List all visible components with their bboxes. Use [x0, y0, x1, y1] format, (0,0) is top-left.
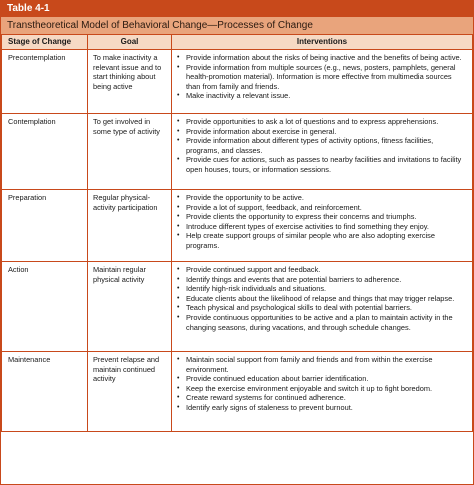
bullet-icon: • — [177, 92, 180, 100]
header-row — [2, 35, 473, 50]
bullet-icon: • — [177, 285, 180, 293]
intervention-text: Provide a lot of support, feedback, and reinforcement. — [186, 202, 362, 212]
goal-cell: Prevent relapse and maintain continued activity — [88, 352, 172, 432]
stage-cell: Contemplation — [2, 114, 88, 190]
bullet-icon: • — [177, 304, 180, 312]
table-title: Transtheoretical Model of Behavioral Change—Processes of Change — [1, 17, 473, 35]
intervention-text: Maintain social support from family and friends and from within the exercise environment. — [186, 355, 433, 374]
intervention-text: Provide continuous opportunities to be active and a plan to maintain activity in the changing seasons, during vacations, and through schedule changes. — [186, 312, 453, 332]
header-goal: Goal — [88, 35, 172, 50]
bullet-icon: • — [177, 403, 180, 411]
goal-cell: Maintain regular physical activity — [88, 262, 172, 352]
intervention-text: Introduce different types of exercise activities to find something they enjoy. — [186, 221, 429, 231]
intervention-text: Identify high-risk individuals and situations. — [186, 284, 327, 294]
interventions-list — [177, 265, 468, 332]
intervention-text: Provide continued support and feedback. — [186, 265, 321, 274]
bullet-icon: • — [177, 266, 180, 273]
stage-cell: Precontemplation — [2, 50, 88, 114]
intervention-text: Identify things and events that are potential barriers to adherence. — [186, 274, 402, 284]
interventions-cell — [172, 352, 473, 432]
list-item — [177, 155, 468, 174]
bullet-icon: • — [177, 375, 180, 383]
intervention-text: Help create support groups of similar people who are also adopting exercise programs. — [186, 231, 435, 250]
interventions-list — [177, 193, 468, 251]
stage-cell: Maintenance — [2, 352, 88, 432]
interventions-cell — [172, 50, 473, 114]
stages-table — [1, 35, 473, 432]
goal-cell: To make inactivity a relevant issue and to start thinking about being active — [88, 50, 172, 114]
table-label: Table 4-1 — [1, 1, 473, 17]
interventions-list — [177, 117, 468, 175]
intervention-text: Teach physical and psychological skills to deal with potential barriers. — [186, 303, 412, 313]
list-item — [177, 294, 468, 304]
intervention-text: Educate clients about the likelihood of relapse and things that may trigger relapse. — [186, 293, 455, 303]
bullet-icon: • — [177, 213, 180, 221]
bullet-icon: • — [177, 394, 180, 402]
list-item — [177, 393, 468, 403]
bullet-icon: • — [177, 118, 180, 125]
bullet-icon: • — [177, 203, 180, 211]
intervention-text: Identify early signs of staleness to prevent burnout. — [186, 402, 353, 412]
list-item — [177, 136, 468, 155]
bullet-icon: • — [177, 222, 180, 230]
list-item — [177, 53, 468, 63]
list-item — [177, 91, 468, 101]
list-item — [177, 231, 468, 250]
bullet-icon: • — [177, 194, 180, 201]
intervention-text: Provide information about exercise in general. — [186, 126, 337, 136]
header-interventions: Interventions — [172, 35, 473, 50]
table-row — [2, 352, 473, 432]
interventions-cell — [172, 262, 473, 352]
bullet-icon: • — [177, 63, 180, 71]
stage-cell: Preparation — [2, 190, 88, 262]
bullet-icon: • — [177, 232, 180, 240]
goal-cell: To get involved in some type of activity — [88, 114, 172, 190]
bullet-icon: • — [177, 356, 180, 363]
bullet-icon: • — [177, 156, 180, 164]
intervention-text: Provide clients the opportunity to express their concerns and triumphs. — [186, 212, 417, 222]
list-item — [177, 374, 468, 384]
list-item — [177, 63, 468, 92]
bullet-icon: • — [177, 54, 180, 61]
table-row — [2, 50, 473, 114]
bullet-icon: • — [177, 384, 180, 392]
list-item — [177, 403, 468, 413]
list-item — [177, 265, 468, 275]
list-item — [177, 384, 468, 394]
intervention-text: Make inactivity a relevant issue. — [186, 91, 291, 101]
table-row — [2, 190, 473, 262]
list-item — [177, 117, 468, 127]
bullet-icon: • — [177, 313, 180, 321]
intervention-text: Provide information about different types of activity options, fitness facilities, programs, and classes. — [186, 136, 434, 155]
table-row — [2, 262, 473, 352]
intervention-text: Provide information about the risks of being inactive and the benefits of being active. — [186, 53, 462, 62]
list-item — [177, 313, 468, 332]
interventions-cell — [172, 190, 473, 262]
intervention-text: Provide information from multiple sources (e.g., news, posters, pamphlets, general health-promotion material). Information is more effective from multimedia sources than from family and friends. — [186, 62, 456, 91]
list-item — [177, 212, 468, 222]
bullet-icon: • — [177, 137, 180, 145]
goal-cell: Regular physical-activity participation — [88, 190, 172, 262]
intervention-text: Provide opportunities to ask a lot of questions and to express apprehensions. — [186, 117, 439, 126]
stage-cell: Action — [2, 262, 88, 352]
bullet-icon: • — [177, 275, 180, 283]
intervention-text: Provide continued education about barrier identification. — [186, 374, 369, 384]
intervention-text: Create reward systems for continued adherence. — [186, 393, 346, 403]
header-stage: Stage of Change — [2, 35, 88, 50]
list-item — [177, 284, 468, 294]
bullet-icon: • — [177, 127, 180, 135]
intervention-text: Keep the exercise environment enjoyable and switch it up to fight boredom. — [186, 383, 433, 393]
list-item — [177, 193, 468, 203]
list-item — [177, 303, 468, 313]
table-row — [2, 114, 473, 190]
interventions-list — [177, 355, 468, 413]
intervention-text: Provide cues for actions, such as passes to nearby facilities and invitations to facility open houses, tours, or information sessions. — [186, 155, 462, 174]
list-item — [177, 355, 468, 374]
interventions-list — [177, 53, 468, 101]
bullet-icon: • — [177, 294, 180, 302]
list-item — [177, 275, 468, 285]
intervention-text: Provide the opportunity to be active. — [186, 193, 304, 202]
interventions-cell — [172, 114, 473, 190]
list-item — [177, 203, 468, 213]
list-item — [177, 222, 468, 232]
list-item — [177, 127, 468, 137]
